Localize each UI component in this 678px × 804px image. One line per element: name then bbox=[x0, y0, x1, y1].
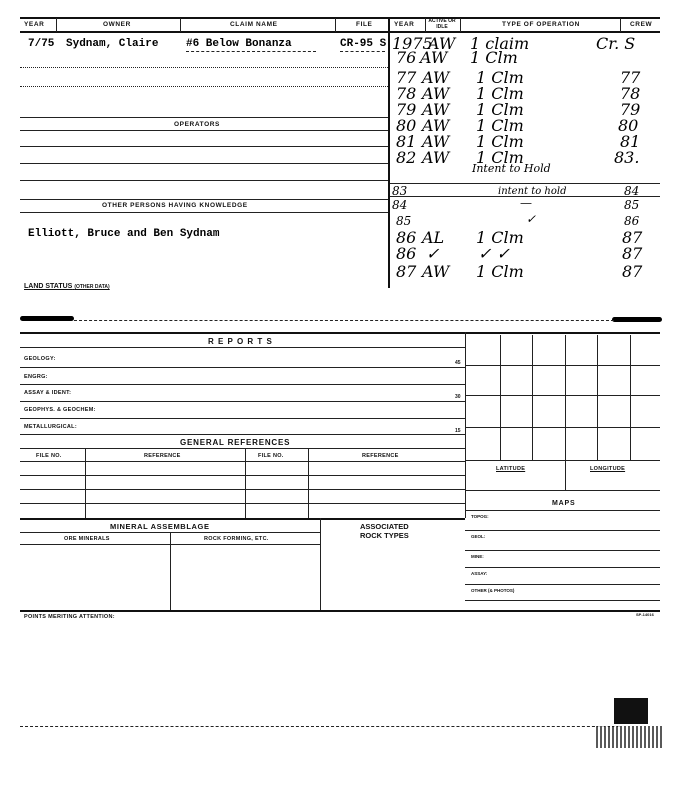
log-op-13: ✓ ✓ bbox=[478, 244, 510, 263]
scan-mark bbox=[612, 317, 662, 322]
row-line bbox=[20, 384, 465, 385]
report-metallurgical-num: 15 bbox=[455, 428, 461, 434]
mineral-assemblage-title: MINERAL ASSEMBLAGE bbox=[110, 522, 210, 531]
log-op-10: — bbox=[520, 196, 532, 210]
header-active-idle: ACTIVE OR IDLE bbox=[428, 18, 456, 30]
row-line bbox=[20, 475, 465, 476]
log-crew-12: 87 bbox=[622, 228, 643, 247]
log-status-12: AL bbox=[422, 228, 445, 247]
land-status-line bbox=[74, 320, 614, 321]
row-line bbox=[465, 550, 660, 551]
reports-title: R E P O R T S bbox=[208, 337, 273, 346]
log-op-9: intent to hold bbox=[498, 186, 567, 197]
log-crew-3: 78 bbox=[620, 84, 641, 103]
row-line bbox=[465, 510, 660, 511]
header-owner: OWNER bbox=[103, 21, 131, 28]
row-line bbox=[20, 434, 465, 435]
log-status-3: AW bbox=[422, 84, 450, 103]
log-op-1: 1 Clm bbox=[470, 48, 518, 67]
header-bottom-border bbox=[20, 31, 660, 33]
log-crew-6: 81 bbox=[620, 132, 641, 151]
row-line bbox=[20, 489, 465, 490]
row-line bbox=[20, 163, 388, 164]
divider bbox=[425, 18, 426, 32]
divider bbox=[245, 448, 246, 518]
record-file: CR-95 S bbox=[340, 38, 387, 50]
ore-minerals-label: ORE MINERALS bbox=[64, 536, 110, 542]
log-op-12: 1 Clm bbox=[476, 228, 524, 247]
row-line bbox=[20, 86, 388, 87]
log-separator bbox=[390, 196, 660, 197]
log-year-12: 86 bbox=[396, 228, 417, 247]
log-year-14: 87 bbox=[396, 262, 417, 281]
row-line bbox=[465, 530, 660, 531]
points-label: POINTS MERITING ATTENTION: bbox=[24, 614, 115, 620]
grid-line bbox=[500, 335, 501, 460]
report-geophys-label: GEOPHYS. & GEOCHEM: bbox=[24, 407, 96, 413]
divider bbox=[620, 18, 621, 32]
log-year-13: 86 bbox=[396, 244, 417, 263]
log-status-5: AW bbox=[422, 116, 450, 135]
log-op-6: 1 Clm bbox=[476, 132, 524, 151]
row-line bbox=[20, 67, 388, 68]
bottom-border bbox=[20, 610, 660, 612]
log-year-11: 85 bbox=[396, 214, 412, 228]
rock-forming-label: ROCK FORMING, ETC. bbox=[204, 536, 269, 542]
record-year: 7/75 bbox=[28, 38, 55, 50]
log-crew-4: 79 bbox=[620, 100, 641, 119]
log-year-10: 84 bbox=[392, 198, 408, 212]
log-status-13: ✓ bbox=[426, 244, 440, 263]
log-year-9: 83 bbox=[392, 184, 408, 198]
log-op-8: Intent to Hold bbox=[472, 162, 551, 175]
log-status-0: AW bbox=[428, 34, 456, 53]
log-op-2: 1 Clm bbox=[476, 68, 524, 87]
general-references-title: GENERAL REFERENCES bbox=[180, 438, 291, 447]
rock-types-label: ROCK TYPES bbox=[360, 531, 409, 540]
ref-col-file-no-2: FILE NO. bbox=[258, 453, 284, 459]
grid-line bbox=[465, 427, 660, 428]
log-status-2: AW bbox=[422, 68, 450, 87]
grid-line bbox=[565, 335, 566, 490]
row-line bbox=[20, 130, 388, 131]
divider-main bbox=[388, 18, 390, 288]
header-crew: CREW bbox=[630, 21, 653, 28]
row-line bbox=[20, 448, 465, 449]
row-line bbox=[20, 461, 465, 462]
log-crew-13: 87 bbox=[622, 244, 643, 263]
maps-mine: MINE: bbox=[471, 554, 484, 559]
header-year: YEAR bbox=[24, 21, 45, 28]
grid-line bbox=[465, 365, 660, 366]
report-geology-num: 45 bbox=[455, 360, 461, 366]
log-crew-0: Cr. S bbox=[596, 34, 636, 53]
report-engrg-label: ENGRG: bbox=[24, 374, 48, 380]
header-claim-name: CLAIM NAME bbox=[230, 21, 278, 28]
row-line bbox=[20, 367, 465, 368]
ref-col-reference-2: REFERENCE bbox=[362, 453, 399, 459]
log-year-6: 81 bbox=[396, 132, 417, 151]
report-assay-label: ASSAY & IDENT: bbox=[24, 390, 72, 396]
log-separator bbox=[390, 183, 660, 184]
log-op-5: 1 Clm bbox=[476, 116, 524, 135]
row-line bbox=[20, 418, 465, 419]
row-line bbox=[465, 567, 660, 568]
row-line bbox=[20, 117, 388, 118]
log-op-7: 1 Clm bbox=[476, 148, 524, 167]
record-claim-name: #6 Below Bonanza bbox=[186, 38, 292, 50]
land-status-label: LAND STATUS (OTHER DATA) bbox=[24, 283, 110, 290]
log-op-11: ✓ bbox=[526, 212, 537, 226]
log-status-6: AW bbox=[422, 132, 450, 151]
log-crew-14: 87 bbox=[622, 262, 643, 281]
log-year-3: 78 bbox=[396, 84, 417, 103]
form-code: SP-14016 bbox=[636, 612, 654, 617]
row-line bbox=[20, 199, 388, 200]
row-line bbox=[20, 401, 465, 402]
report-geology-label: GEOLOGY: bbox=[24, 356, 56, 362]
associated-label: ASSOCIATED bbox=[360, 522, 409, 531]
other-persons-value: Elliott, Bruce and Ben Sydnam bbox=[28, 228, 220, 240]
maps-assay: ASSAY: bbox=[471, 571, 488, 576]
log-crew-9: 84 bbox=[624, 184, 640, 198]
latitude-label: LATITUDE bbox=[496, 466, 526, 472]
other-persons-label: OTHER PERSONS HAVING KNOWLEDGE bbox=[102, 202, 248, 209]
divider bbox=[460, 18, 461, 32]
ref-col-file-no: FILE NO. bbox=[36, 453, 62, 459]
log-op-14: 1 Clm bbox=[476, 262, 524, 281]
grid-line bbox=[465, 395, 660, 396]
grid-line bbox=[465, 490, 660, 491]
log-op-3: 1 Clm bbox=[476, 84, 524, 103]
log-crew-7: 83. bbox=[614, 148, 640, 167]
underline bbox=[186, 51, 316, 52]
log-crew-11: 86 bbox=[624, 214, 640, 228]
reports-top-border bbox=[20, 332, 660, 334]
log-crew-2: 77 bbox=[620, 68, 641, 87]
grid-line bbox=[630, 335, 631, 460]
scan-line bbox=[20, 726, 620, 727]
maps-geol: GEOL: bbox=[471, 534, 486, 539]
row-line bbox=[20, 146, 388, 147]
divider bbox=[170, 532, 171, 610]
row-line bbox=[465, 584, 660, 585]
ref-col-reference: REFERENCE bbox=[144, 453, 181, 459]
log-crew-5: 80 bbox=[618, 116, 639, 135]
header-type-of-operation: TYPE OF OPERATION bbox=[502, 21, 580, 28]
log-op-0: 1 claim bbox=[470, 34, 530, 53]
report-assay-num: 30 bbox=[455, 394, 461, 400]
row-line bbox=[20, 347, 465, 348]
log-crew-10: 85 bbox=[624, 198, 640, 212]
log-year-7: 82 bbox=[396, 148, 417, 167]
underline bbox=[340, 51, 385, 52]
log-year-0: 1975 bbox=[392, 34, 433, 53]
log-year-5: 80 bbox=[396, 116, 417, 135]
divider bbox=[308, 448, 309, 518]
grid-line bbox=[465, 460, 660, 461]
maps-topog: TOPOG: bbox=[471, 514, 489, 519]
maps-title: MAPS bbox=[552, 500, 576, 507]
divider bbox=[180, 18, 181, 32]
scan-blot bbox=[614, 698, 648, 724]
header-year2: YEAR bbox=[394, 21, 415, 28]
activity-log bbox=[392, 34, 662, 290]
log-status-4: AW bbox=[422, 100, 450, 119]
maps-other: OTHER (& PHOTOS) bbox=[471, 588, 515, 593]
divider bbox=[85, 448, 86, 518]
log-status-14: AW bbox=[422, 262, 450, 281]
grid-line bbox=[532, 335, 533, 460]
scan-noise bbox=[596, 726, 662, 748]
operators-label: OPERATORS bbox=[174, 121, 220, 128]
divider bbox=[335, 18, 336, 32]
row-line bbox=[20, 212, 388, 213]
grid-line bbox=[597, 335, 598, 460]
record-owner: Sydnam, Claire bbox=[66, 38, 159, 50]
row-line bbox=[20, 503, 465, 504]
row-line bbox=[20, 518, 465, 520]
top-border bbox=[20, 17, 660, 19]
longitude-label: LONGITUDE bbox=[590, 466, 626, 472]
divider bbox=[56, 18, 57, 32]
log-year-4: 79 bbox=[396, 100, 417, 119]
log-year-2: 77 bbox=[396, 68, 417, 87]
header-file: FILE bbox=[356, 21, 373, 28]
scan-mark bbox=[20, 316, 74, 321]
divider bbox=[320, 518, 321, 610]
log-status-1: AW bbox=[420, 48, 448, 67]
row-line bbox=[465, 600, 660, 601]
log-status-7: AW bbox=[422, 148, 450, 167]
report-metallurgical-label: METALLURGICAL: bbox=[24, 424, 77, 430]
log-year-1: 76 bbox=[396, 48, 417, 67]
log-op-4: 1 Clm bbox=[476, 100, 524, 119]
row-line bbox=[20, 180, 388, 181]
